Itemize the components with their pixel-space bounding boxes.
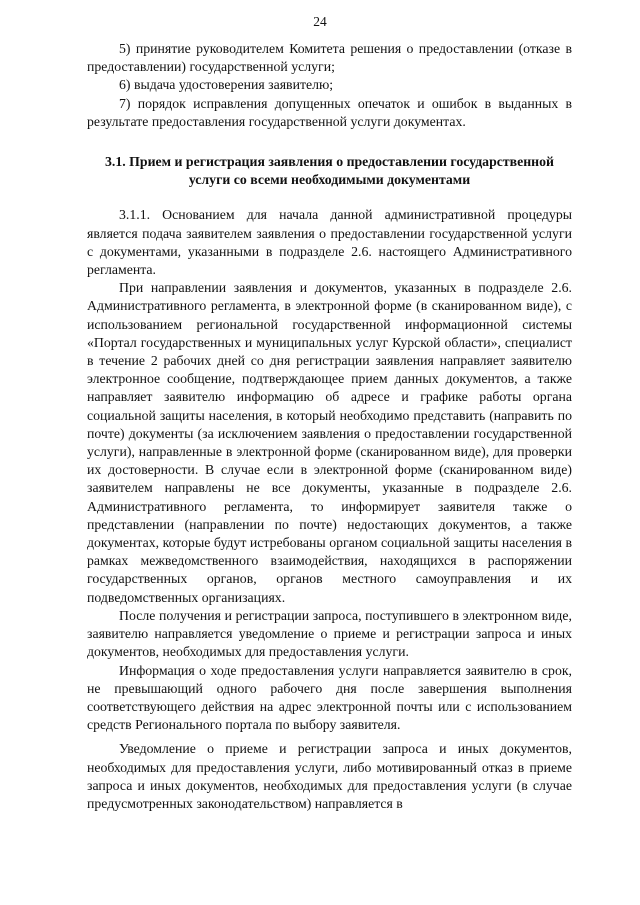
paragraph: При направлении заявления и документов, указанных в подразделе 2.6. Административного регламента, в электронной форме (в сканированном виде), с использованием региональной государственной информационной системы «Портал государственных и муниципальных услуг Курской области», специалист в течение 2 рабочих дней со дня регистрации заявления направляет заявителю электронное сообщение, подтверждающее прием данных документов, а также направляет заявителю информацию об адресе и графике работы органа социальной защиты населения, в который необходимо представить (направить по почте) документы (за исключением заявления о предоставлении государственной услуги), направленные в электронной форме (сканированном виде), для проверки их достоверности. В случае если в электронной форме (сканированном виде) заявителем направлены не все документы, указанные в подразделе 2.6. Административного регламента, то информирует заявителя также о представлении (направлении по почте) недостающих документов, а также документах, которые будут истребованы органом социальной защиты населения в рамках межведомственного взаимодействия, находящихся в распоряжении государственных органов, органов местного самоуправления и их подведомственных организациях.	[87, 280, 572, 605]
list-item: 7) порядок исправления допущенных опечаток и ошибок в выданных в результате предоставления государственной услуги документах.	[87, 95, 572, 129]
page-content	[87, 40, 572, 813]
paragraph: 3.1.1. Основанием для начала данной административной процедуры является подача заявителем заявления о предоставлении государственной услуги с документами, указанными в подразделе 2.6. настоящего Административного регламента.	[87, 207, 572, 278]
list-item: 6) выдача удостоверения заявителю;	[119, 77, 334, 93]
list-item: 5) принятие руководителем Комитета решения о предоставлении (отказе в предоставлении) государственной услуги;	[87, 41, 572, 75]
section-heading: 3.1. Прием и регистрация заявления о предоставлении государственной услуги со всеми необходимыми документами	[105, 154, 554, 188]
paragraph: Уведомление о приеме и регистрации запроса и иных документов, необходимых для предоставления услуги, либо мотивированный отказ в приеме запроса и иных документов, необходимых для предоставления услуги (в случае предусмотренных законодательством) направляется в	[87, 741, 572, 811]
paragraph: Информация о ходе предоставления услуги направляется заявителю в срок, не превышающий одного рабочего дня после завершения выполнения соответствующего действия на адрес электронной почты или с использованием средств Регионального портала по выбору заявителя.	[87, 662, 572, 733]
paragraph: После получения и регистрации запроса, поступившего в электронном виде, заявителю направляется уведомление о приеме и регистрации запроса и иных документов, необходимых для предоставления услуги.	[87, 607, 572, 660]
page-number: 24	[313, 14, 327, 29]
